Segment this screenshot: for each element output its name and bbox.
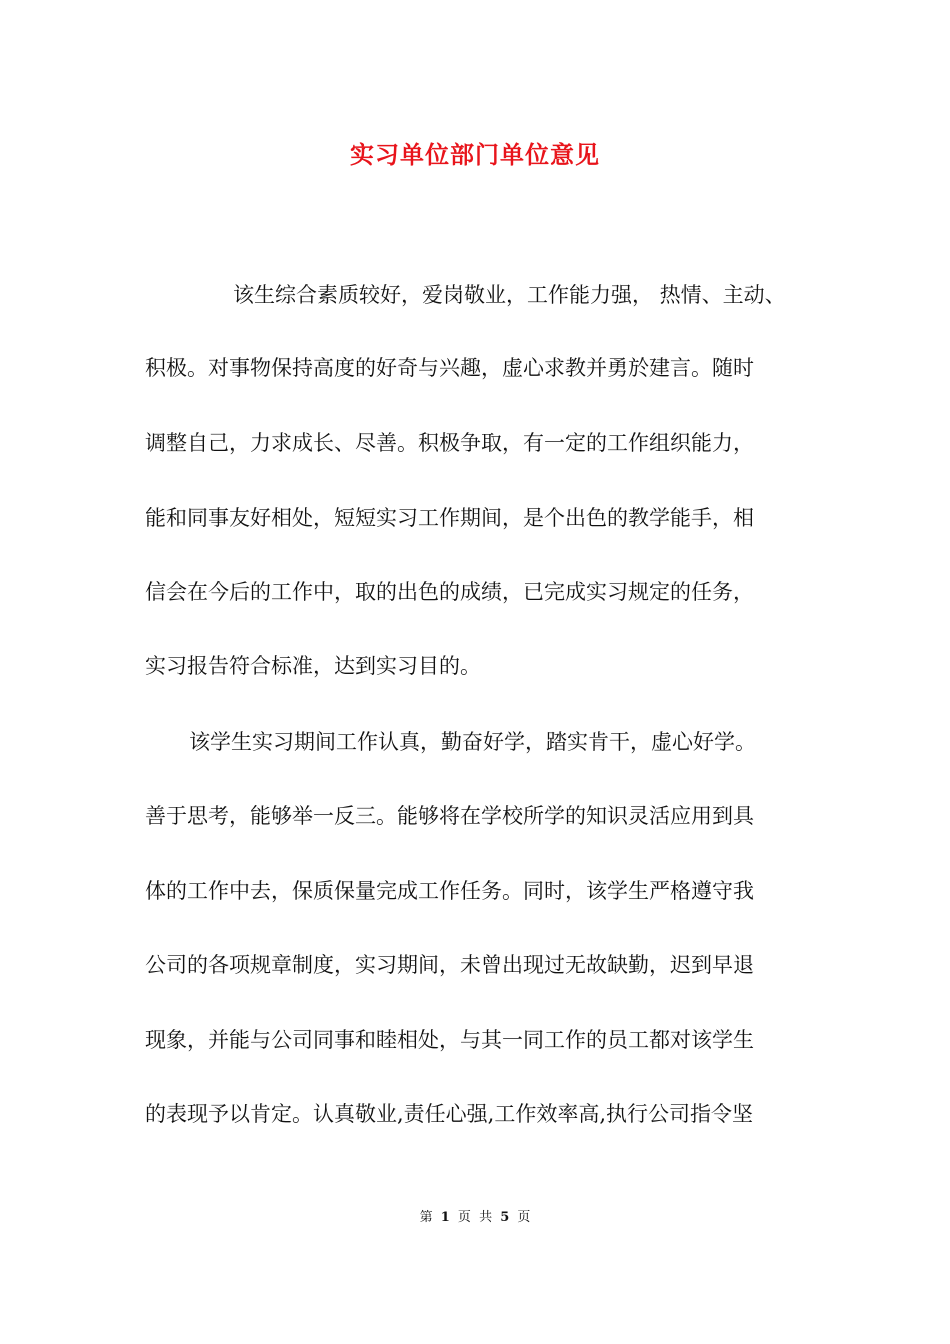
footer-page-number: 1 xyxy=(440,1210,450,1225)
paragraph-1-line-2: 积极。对事物保持高度的好奇与兴趣，虚心求教并勇於建言。随时 xyxy=(145,356,754,380)
paragraph-1-line-3: 调整自己，力求成长、尽善。积极争取，有一定的工作组织能力， xyxy=(145,431,754,455)
paragraph-1-line-4: 能和同事友好相处，短短实习工作期间，是个出色的教学能手，相 xyxy=(145,506,754,530)
paragraph-2-line-4: 公司的各项规章制度，实习期间，未曾出现过无故缺勤，迟到早退 xyxy=(145,953,754,977)
paragraph-1-line-6: 实习报告符合标准，达到实习目的。 xyxy=(145,654,481,678)
footer-total-pages: 5 xyxy=(500,1210,510,1225)
footer-middle-2: 共 xyxy=(479,1210,493,1225)
paragraph-2-line-1: 该学生实习期间工作认真，勤奋好学，踏实肯干，虚心好学。 xyxy=(189,730,756,754)
footer-suffix: 页 xyxy=(517,1210,531,1225)
footer-prefix: 第 xyxy=(419,1210,433,1225)
paragraph-2-line-2: 善于思考，能够举一反三。能够将在学校所学的知识灵活应用到具 xyxy=(145,804,754,828)
paragraph-1-line-1: 该生综合素质较好，爱岗敬业，工作能力强， 热情、主动、 xyxy=(233,283,786,307)
paragraph-2-line-5: 现象，并能与公司同事和睦相处，与其一同工作的员工都对该学生 xyxy=(145,1028,754,1052)
footer-middle-1: 页 xyxy=(457,1210,471,1225)
paragraph-2-line-6: 的表现予以肯定。认真敬业,责任心强,工作效率高,执行公司指令坚 xyxy=(145,1102,754,1126)
page-footer xyxy=(0,1208,950,1228)
document-title: 实习单位部门单位意见 xyxy=(350,140,600,169)
paragraph-1-line-5: 信会在今后的工作中，取的出色的成绩，已完成实习规定的任务， xyxy=(145,580,754,604)
paragraph-2-line-3: 体的工作中去，保质保量完成工作任务。同时，该学生严格遵守我 xyxy=(145,879,754,903)
